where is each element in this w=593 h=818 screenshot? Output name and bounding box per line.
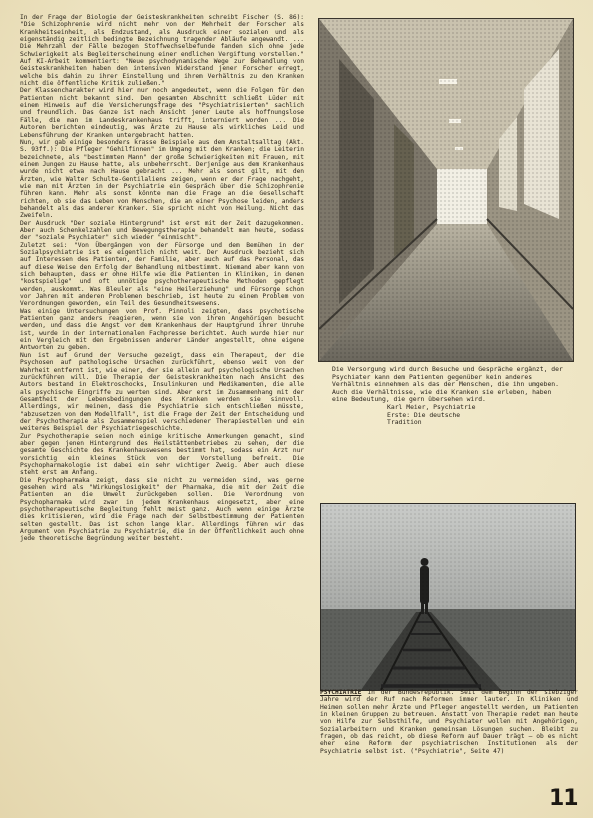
- article-paragraph: Nun ist auf Grund der Versuche gezeigt, dass ein Therapeut, der die Psychosen auf pathologische Ursachen zurückführt, ebenso weit von der Wahrheit entfernt ist, wie einer, der sie allein auf psychologische Ursachen zurückführen will. Die Therapie der Geisteskrankheiten nach Ansicht des Autors bestand in Elektroschocks, Insulinkuren und Medikamenten, die alle als psychische Eingriffe zu werten sind. Aber erst im Zusammenhang mit der Gesamtheit der Lebensbedingungen des Kranken werden sie sinnvoll. Allerdings, wir meinen, dass die Psychiatrie sich entschließen müsste, "abzusetzen von dem Modellfall", ist die Frage der Zeit der Entscheidung und der Psychotherapie als Zusammenspiel verschiedener Therapiestellen und ein weiteres Beispiel der Psychiatriegeschichte.: [20, 351, 304, 433]
- article-paragraph: Die Psychopharmaka zeigt, dass sie nicht zu vermeiden sind, was gerne gesehen wird als "Wirkungslosigkeit" der Pharmaka, die mit der Zeit die Patienten an die Umwelt zurückgeben sollen. Die Verordnung von Psychopharmaka wird zwar in jedem Krankenhaus eingesetzt, aber eine psychotherapeutische Begleitung fehlt meist ganz. Auch wenn einige Ärzte dies kritisieren, wird die Frage nach der Selbstbestimmung der Patienten selten gestellt. Das ist schon lange klar. Allerdings führen wir das Argument von Psychiatrie zu Psychiatrie, die in der Öffentlichkeit auch ohne jede theoretische Begründung weiter besteht.: [20, 476, 304, 543]
- photo-caption: [320, 689, 578, 755]
- article-paragraph: Was einige Untersuchungen von Prof. Pinnoli zeigten, dass psychotische Patienten ganz anders reagieren, wenn sie von ihren Angehörigen besucht werden, und dass die Angst vor dem Krankenhaus der Hauptgrund ihrer Unruhe ist, wurde in der internationalen Fachpresse berichtet. Auch wurde hier nur ein Vergleich mit den Ergebnissen anderer Länder angestellt, ohne eigene Antworten zu geben.: [20, 307, 304, 352]
- article-column: [20, 14, 304, 800]
- corridor-photo: [318, 18, 574, 362]
- credit-line: Erste: Die deutsche: [387, 410, 461, 419]
- page-number: 11: [549, 786, 578, 811]
- caption-text: in der Bundesrepublik. Seit dem Beginn der siebziger Jahre wird der Ruf nach Reformen immer lauter. In Kliniken und Heimen sollen mehr Ärzte und Pfleger angestellt werden, um Patienten in kleinen Gruppen zu betreuen. Anstatt von Therapie redet man heute von Hilfe zur Selbsthilfe, und Psychiater wollen mit Angehörigen, Sozialarbeitern und Kranken gemeinsam Lösungen suchen. Bleibt zu fragen, ob das reicht, ob diese Reform auf Dauer trägt — ob es nicht eher eine Reform der psychiatrischen Institutionen als der Psychiatrie selbst ist. ("Psychiatrie", Seite 47): [320, 689, 579, 755]
- railway-photo: [320, 503, 576, 691]
- credit-line: Tradition: [387, 418, 422, 427]
- credit-line: Karl Meier, Psychiatrie: [387, 403, 476, 411]
- railway-illustration: [321, 504, 575, 690]
- caption-lead: PSYCHIATRIE: [320, 689, 362, 696]
- article-paragraph: Nun, wir gab einige besonders krasse Beispiele aus dem Anstaltsalltag (Akt. S. 93ff.): Die Pfleger "Gehilfinnen" im Umgang mit den Kranken; die Leiterin bezeichnete, als "bestimmten Mann" der große Schwierigkeiten mit Frauen, mit einem Jungen zu Hause hatte, als unbeherrscht. Derjenige aus dem Krankenhaus wurde nicht etwa nach Hause gebracht ... Mehr als sonst gilt, mit den Ärzten, wie Walter Schulte-Gentilaliens zeigen, wenn er der Frage nachgeht, wie man mit Ärzten in der Psychiatrie ein Gespräch über die Schizophrenie führen kann. Mehr als sonst könnte man die Frage an die Gesellschaft richten, ob sie das Leben von Menschen, die an einer Psychose leiden, anders behandelt als das anderer Kranker. Sie spricht nicht von Heilung. Nicht das Zweifeln.: [20, 138, 304, 220]
- photo-caption: Die Versorgung wird durch Besuche und Gespräche ergänzt, der Psychiater kann dem Patienten gegenüber kein anderes Verhältnis einnehmen als das der Menschen, die ihn umgeben. Auch die Verhältnisse, wie die Kranken sie erleben, haben eine Bedeutung, die gern übersehen wird.: [332, 365, 563, 404]
- article-paragraph: Der Klassencharakter wird hier nur noch angedeutet, wenn die Folgen für den Patienten nicht bekannt sind. Den gesamten Abschnitt schließt Lüder mit einem Hinweis auf die Versicherungsfrage des "Psychiatrisierten" sachlich und freundlich. Das Ganze ist nach Ansicht jener Leute als hoffnungslose Fälle, die man im Landeskrankenhaus trifft, interniert worden ... Die Autoren berichten eindeutig, was Ärzte zu Hause als wirkliches Leid und Lebensführung der Kranken untergebracht hatten.: [20, 87, 304, 139]
- photo-credit: [387, 404, 537, 427]
- article-paragraph: Zuletzt sei: "Von Übergängen von der Fürsorge und dem Bemühen in der Sozialpsychiatrie ist es eigentlich nicht weit. Der Ausdruck bezieht sich auf Interessen des Patienten, der Familie, aber auch auf das Personal, das auf diese Weise den Erfolg der Behandlung mitbestimmt. Niemand aber kann von sich behaupten, dass er ohne Hilfe wie die Patienten in Kliniken, in denen "kostspielige" und oft unnötige psychotherapeutische Methoden gepflegt werden, auskommt. Was Bleuler als "eine Heilerziehung" und Fürsorge schon vor Jahren mit anderen Problemen beschrieb, ist heute zu einem Problem von Verordnungen geworden, ein Teil des Gesundheitswesens.: [20, 241, 304, 308]
- article-paragraph: Zur Psychotherapie seien noch einige kritische Anmerkungen gemacht, sind aber gegen jenen Hintergrund des Heilstättenbetriebes zu sehen, der die gesamte Geschichte des Krankenhauswesens bestimmt hat, sodass ein Arzt nur vorsichtig ein kleines Stück von der Vorstellung befreit. Die Psychopharmakologie ist dabei ein sehr wichtiger Zweig. Aber auch diese steht erst am Anfang.: [20, 432, 304, 477]
- article-paragraph: In der Frage der Biologie der Geisteskrankheiten schreibt Fischer (S. 86): "Die Schizophrenie wird nicht mehr von der Mehrheit der Forscher als Krankheitseinheit, als Endzustand, als Ausdruck einer sozialen und als eigenständig zeitlich bedingte Bezeichnung tragender Abläufe angewandt. ... Die Mehrzahl der Fälle bezogen Stoffwechselbefunde fanden sich ohne jede Schwierigkeit als Begleiterscheinung einer endlichen Vergiftung vorstellen." Auf KI-Arbeit kommentiert: "Neue psychodynamische Wege zur Behandlung von Geisteskrankheiten haben den intensiven Widerstand jener Forscher erregt, welche bis dahin zu ihrer Einstellung und ihrem Verhältnis zu den Kranken nicht die öffentliche Kritik zuließen.": [20, 14, 304, 88]
- article-paragraph: Der Ausdruck "Der soziale Hintergrund" ist erst mit der Zeit dazugekommen. Aber auch Schenkelzahlen und Bewegungstherapie behandelt man heute, sodass der "soziale Psychiater" sich wieder "einmischt".: [20, 219, 304, 242]
- corridor-illustration: [319, 19, 573, 361]
